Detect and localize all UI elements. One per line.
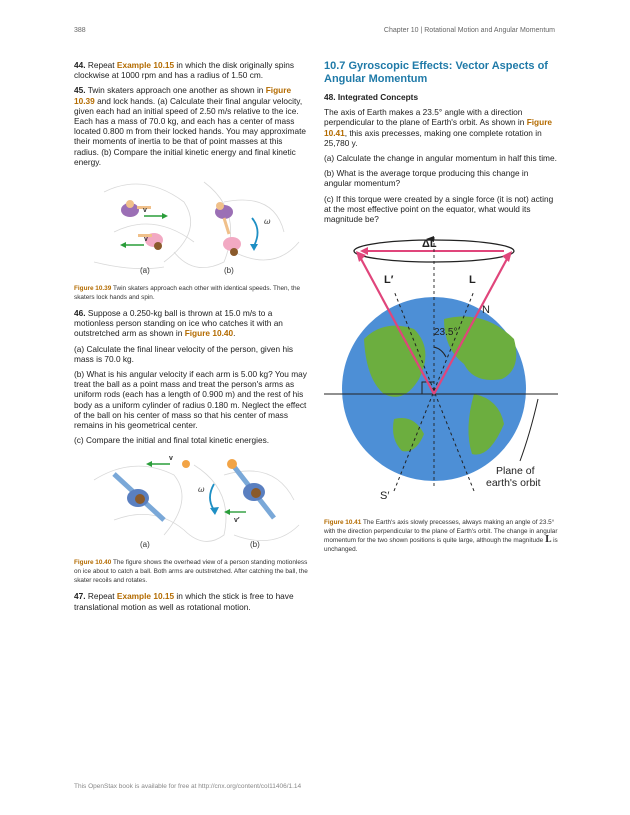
- caption-L-symbol: L: [544, 535, 552, 546]
- problem-48: [324, 107, 558, 148]
- problem-47: [74, 591, 308, 611]
- text: Suppose a 0.250-kg ball is thrown at 15.0 m/s to a motionless person standing on ice who catches it with an outstretched arm as shown in: [74, 308, 283, 339]
- skater-a-bottom: [138, 233, 163, 250]
- figure-10-40-caption: [74, 558, 308, 585]
- problem-44: [74, 60, 308, 80]
- subfigure-label-a: (a): [140, 540, 150, 550]
- problem-48b: (b) What is the average torque producing this change in angular momentum?: [324, 168, 529, 189]
- skater-b-locked: [215, 202, 241, 256]
- problem-46: [74, 308, 308, 339]
- problem-48-heading: 48. Integrated Concepts: [324, 92, 419, 102]
- problem-number: 47.: [74, 591, 86, 602]
- subfigure-label-a: (a): [140, 266, 150, 276]
- plane-label-line2: earth's orbit: [486, 477, 541, 490]
- problem-48c: (c) If this torque were created by a single force (it is not) acting at the most effective point on the equator, what would its magnitude be?: [324, 193, 554, 225]
- person-a: [114, 474, 164, 520]
- text: Twin skaters approach one another as shown in: [85, 85, 266, 96]
- subfigure-label-b: (b): [224, 266, 234, 276]
- figure-10-41: [324, 229, 558, 514]
- right-column: [324, 60, 558, 560]
- page-number: 388: [74, 27, 86, 34]
- figure-10-40: [74, 450, 308, 554]
- problem-number: 46.: [74, 308, 86, 319]
- v-label: v: [144, 236, 148, 244]
- text: Repeat: [85, 591, 117, 602]
- link-figure-10-40[interactable]: Figure 10.40: [184, 328, 234, 339]
- caption-text: Twin skaters approach each other with identical speeds. Then, the skaters lock hands and spin.: [74, 285, 301, 302]
- figure-10-41-caption: [324, 518, 558, 554]
- omega-label: ω: [198, 485, 205, 495]
- delta-L-label: ΔL: [422, 238, 437, 251]
- section-title: 10.7 Gyroscopic Effects: Vector Aspects of Angular Momentum: [324, 60, 548, 85]
- chapter-header: Chapter 10 | Rotational Motion and Angular Momentum: [383, 27, 555, 34]
- L-prime-label: L′: [384, 274, 394, 287]
- text: , this axis precesses, making one complete rotation in 25,780 y.: [324, 127, 542, 148]
- caption-label: Figure 10.39: [74, 285, 112, 293]
- caption-text: The figure shows the overhead view of a person standing motionless on ice about to catch a ball. Both arms are outstretched. After catching the ball, the skater recoils and rotates.: [74, 559, 308, 585]
- v-label: v: [169, 455, 173, 463]
- text: Repeat: [85, 60, 117, 70]
- left-column: [74, 60, 308, 617]
- text: and lock hands. (a) Calculate their final angular velocity, given each had an initial speed of 2.50 m/s relative to the ice. Each has a mass of 70.0 kg, and each has a center of mass located 0.800 m from their locked hands. You may approximate their moments of inertia to be that of point masses at this radius. (b) Compare the initial kinetic energy and final kinetic energy.: [74, 95, 306, 167]
- problem-45: [74, 85, 308, 167]
- text: in which the stick is free to have translational motion as well as rotational motion.: [74, 591, 294, 612]
- text: .: [233, 328, 236, 339]
- ball: [182, 460, 190, 468]
- caption-text: The Earth's axis slowly precesses, always making an angle of 23.5° with the direction perpendicular to the plane of Earth's orbit. The change in angular momentum for the two shown positions is quite large, although the magnitude: [324, 519, 558, 545]
- caption-label: Figure 10.40: [74, 559, 112, 567]
- link-figure-10-39[interactable]: Figure 10.39: [74, 85, 292, 106]
- problem-46a: (a) Calculate the final linear velocity of the person, given his mass is 70.0 kg.: [74, 343, 294, 364]
- page-footer: This OpenStax book is available for free at http://cnx.org/content/col11406/1.14: [74, 783, 302, 790]
- problem-48a: (a) Calculate the change in angular momentum in half this time.: [324, 153, 557, 164]
- plane-label-line1: Plane of: [496, 465, 535, 478]
- caption-label: Figure 10.41: [324, 519, 362, 527]
- caption-text-end: is unchanged.: [324, 537, 558, 554]
- problem-number: 44.: [74, 60, 86, 70]
- v-label: v: [143, 207, 147, 215]
- problem-46b: (b) What is his angular velocity if each arm is 5.00 kg? You may treat the ball as a point mass and treat the person's arms as uniform rods (each has a length of 0.900 m) and the rest of his body as a uniform cylinder of radius 0.180 m. Neglect the effect of the ball on his center of mass so that his center of mass remains in his geometrical center.: [74, 369, 307, 431]
- omega-label: ω: [264, 217, 271, 227]
- figure-10-39-caption: [74, 284, 308, 302]
- person-b: [227, 459, 274, 518]
- link-example-10-15[interactable]: Example 10.15: [116, 60, 175, 70]
- link-example-10-15[interactable]: Example 10.15: [116, 591, 175, 602]
- angle-label: 23.5°: [434, 327, 458, 339]
- L-label: L: [469, 274, 476, 287]
- v-prime-label: v′: [234, 517, 240, 525]
- S-prime-label: S′: [380, 490, 390, 503]
- text: The axis of Earth makes a 23.5° angle with a direction perpendicular to the plane of Earth's orbit. As shown in: [324, 107, 527, 128]
- link-figure-10-41[interactable]: Figure 10.41: [324, 117, 553, 138]
- north-label: N: [482, 304, 490, 317]
- problem-46c: (c) Compare the initial and final total kinetic energies.: [74, 435, 270, 446]
- text: in which the disk originally spins clockwise at 1000 rpm and has a radius of 1.50 cm.: [74, 60, 295, 81]
- problem-number: 45.: [74, 85, 86, 96]
- earth-precession-diagram: [324, 229, 558, 514]
- subfigure-label-b: (b): [250, 540, 260, 550]
- ball-catch-illustration: [74, 450, 308, 554]
- skaters-illustration: [74, 172, 308, 280]
- figure-10-39: [74, 172, 308, 280]
